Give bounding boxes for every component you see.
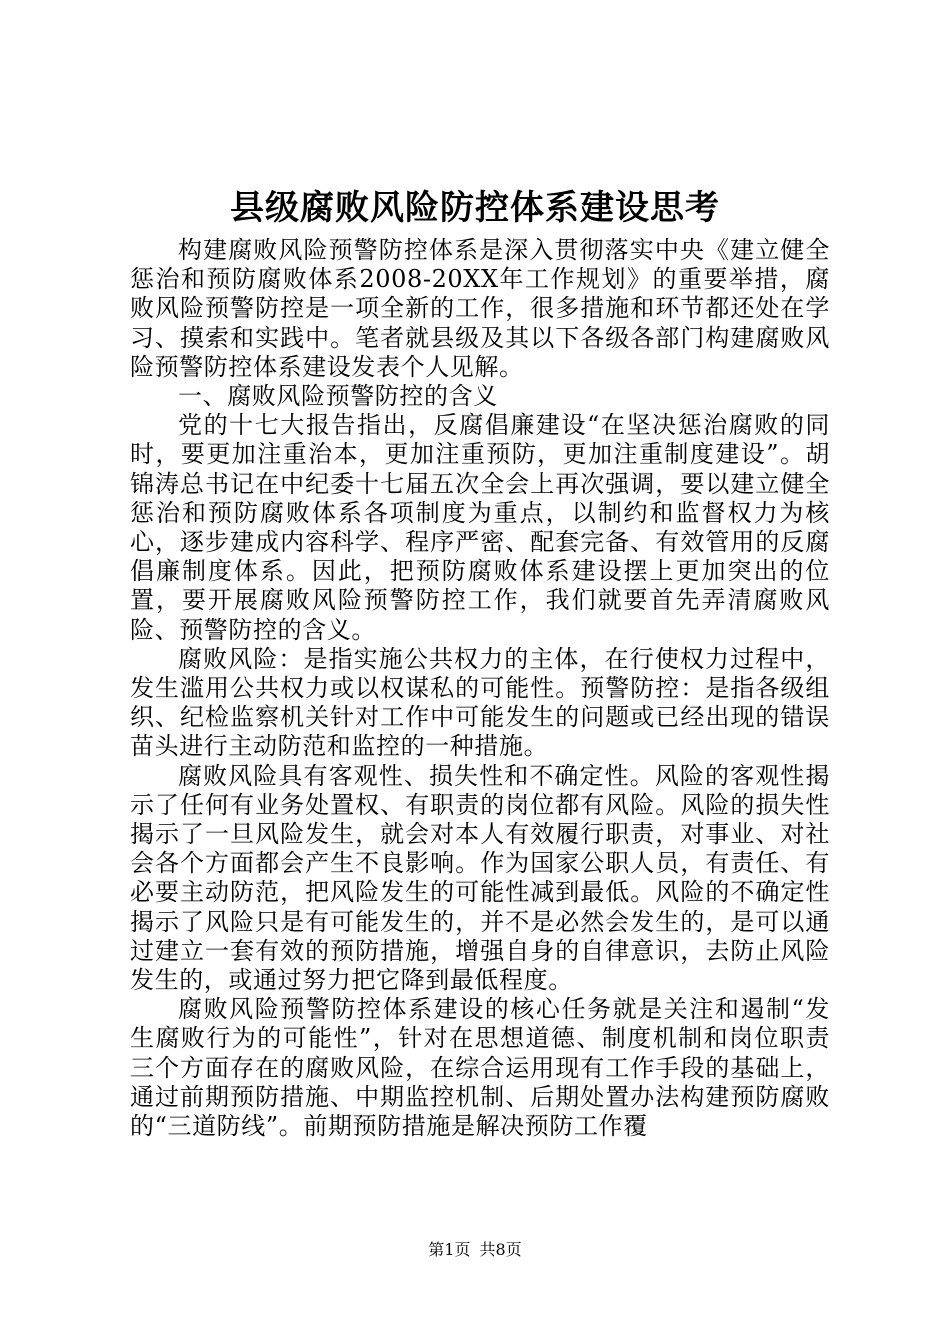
paragraph-intro: 构建腐败风险预警防控体系是深入贯彻落实中央《建立健全惩治和预防腐败体系2008-20XX年工作规划》的重要举措，腐败风险预警防控是一项全新的工作，很多措施和环节都还处在学习、摸索和实践中。笔者就县级及其以下各级各部门构建腐败风险预警防控体系建设发表个人见解。 (130, 236, 830, 381)
paragraph-definitions: 腐败风险：是指实施公共权力的主体，在行使权力过程中，发生滥用公共权力或以权谋私的可能性。预警防控：是指各级组织、纪检监察机关针对工作中可能发生的问题或已经出现的错误苗头进行主动防范和监控的一种措施。 (130, 644, 830, 761)
document-title: 县级腐败风险防控体系建设思考 (230, 188, 720, 228)
document-body (130, 236, 830, 1141)
page-total: 共8页 (479, 1240, 522, 1259)
section-heading-1: 一、腐败风险预警防控的含义 (178, 382, 498, 411)
paragraph-risk-characteristics: 腐败风险具有客观性、损失性和不确定性。风险的客观性揭示了任何有业务处置权、有职责的岗位都有风险。风险的损失性揭示了一旦风险发生，就会对本人有效履行职责，对事业、对社会各个方面都会产生不良影响。作为国家公职人员，有责任、有必要主动防范，把风险发生的可能性减到最低。风险的不确定性揭示了风险只是有可能发生的，并不是必然会发生的，是可以通过建立一套有效的预防措施，增强自身的自律意识，去防止风险发生的，或通过努力把它降到最低程度。 (130, 761, 830, 995)
paragraph-core-task: 腐败风险预警防控体系建设的核心任务就是关注和遏制“发生腐败行为的可能性”，针对在思想道德、制度机制和岗位职责三个方面存在的腐败风险，在综合运用现有工作手段的基础上，通过前期预防措施、中期监控机制、后期处置办法构建预防腐败的“三道防线”。前期预防措施是解决预防工作覆 (130, 995, 830, 1141)
paragraph-party-report: 党的十七大报告指出，反腐倡廉建设“在坚决惩治腐败的同时，要更加注重治本，更加注重预防，更加注重制度建设”。胡锦涛总书记在中纪委十七届五次全会上再次强调，要以建立健全惩治和预防腐败体系各项制度为重点，以制约和监督权力为核心，逐步建成内容科学、程序严密、配套完备、有效管用的反腐倡廉制度体系。因此，把预防腐败体系建设摆上更加突出的位置，要开展腐败风险预警防控工作，我们就要首先弄清腐败风险、预警防控的含义。 (130, 411, 830, 644)
page-number: 第1页 (428, 1240, 471, 1259)
page-footer (0, 1240, 950, 1260)
